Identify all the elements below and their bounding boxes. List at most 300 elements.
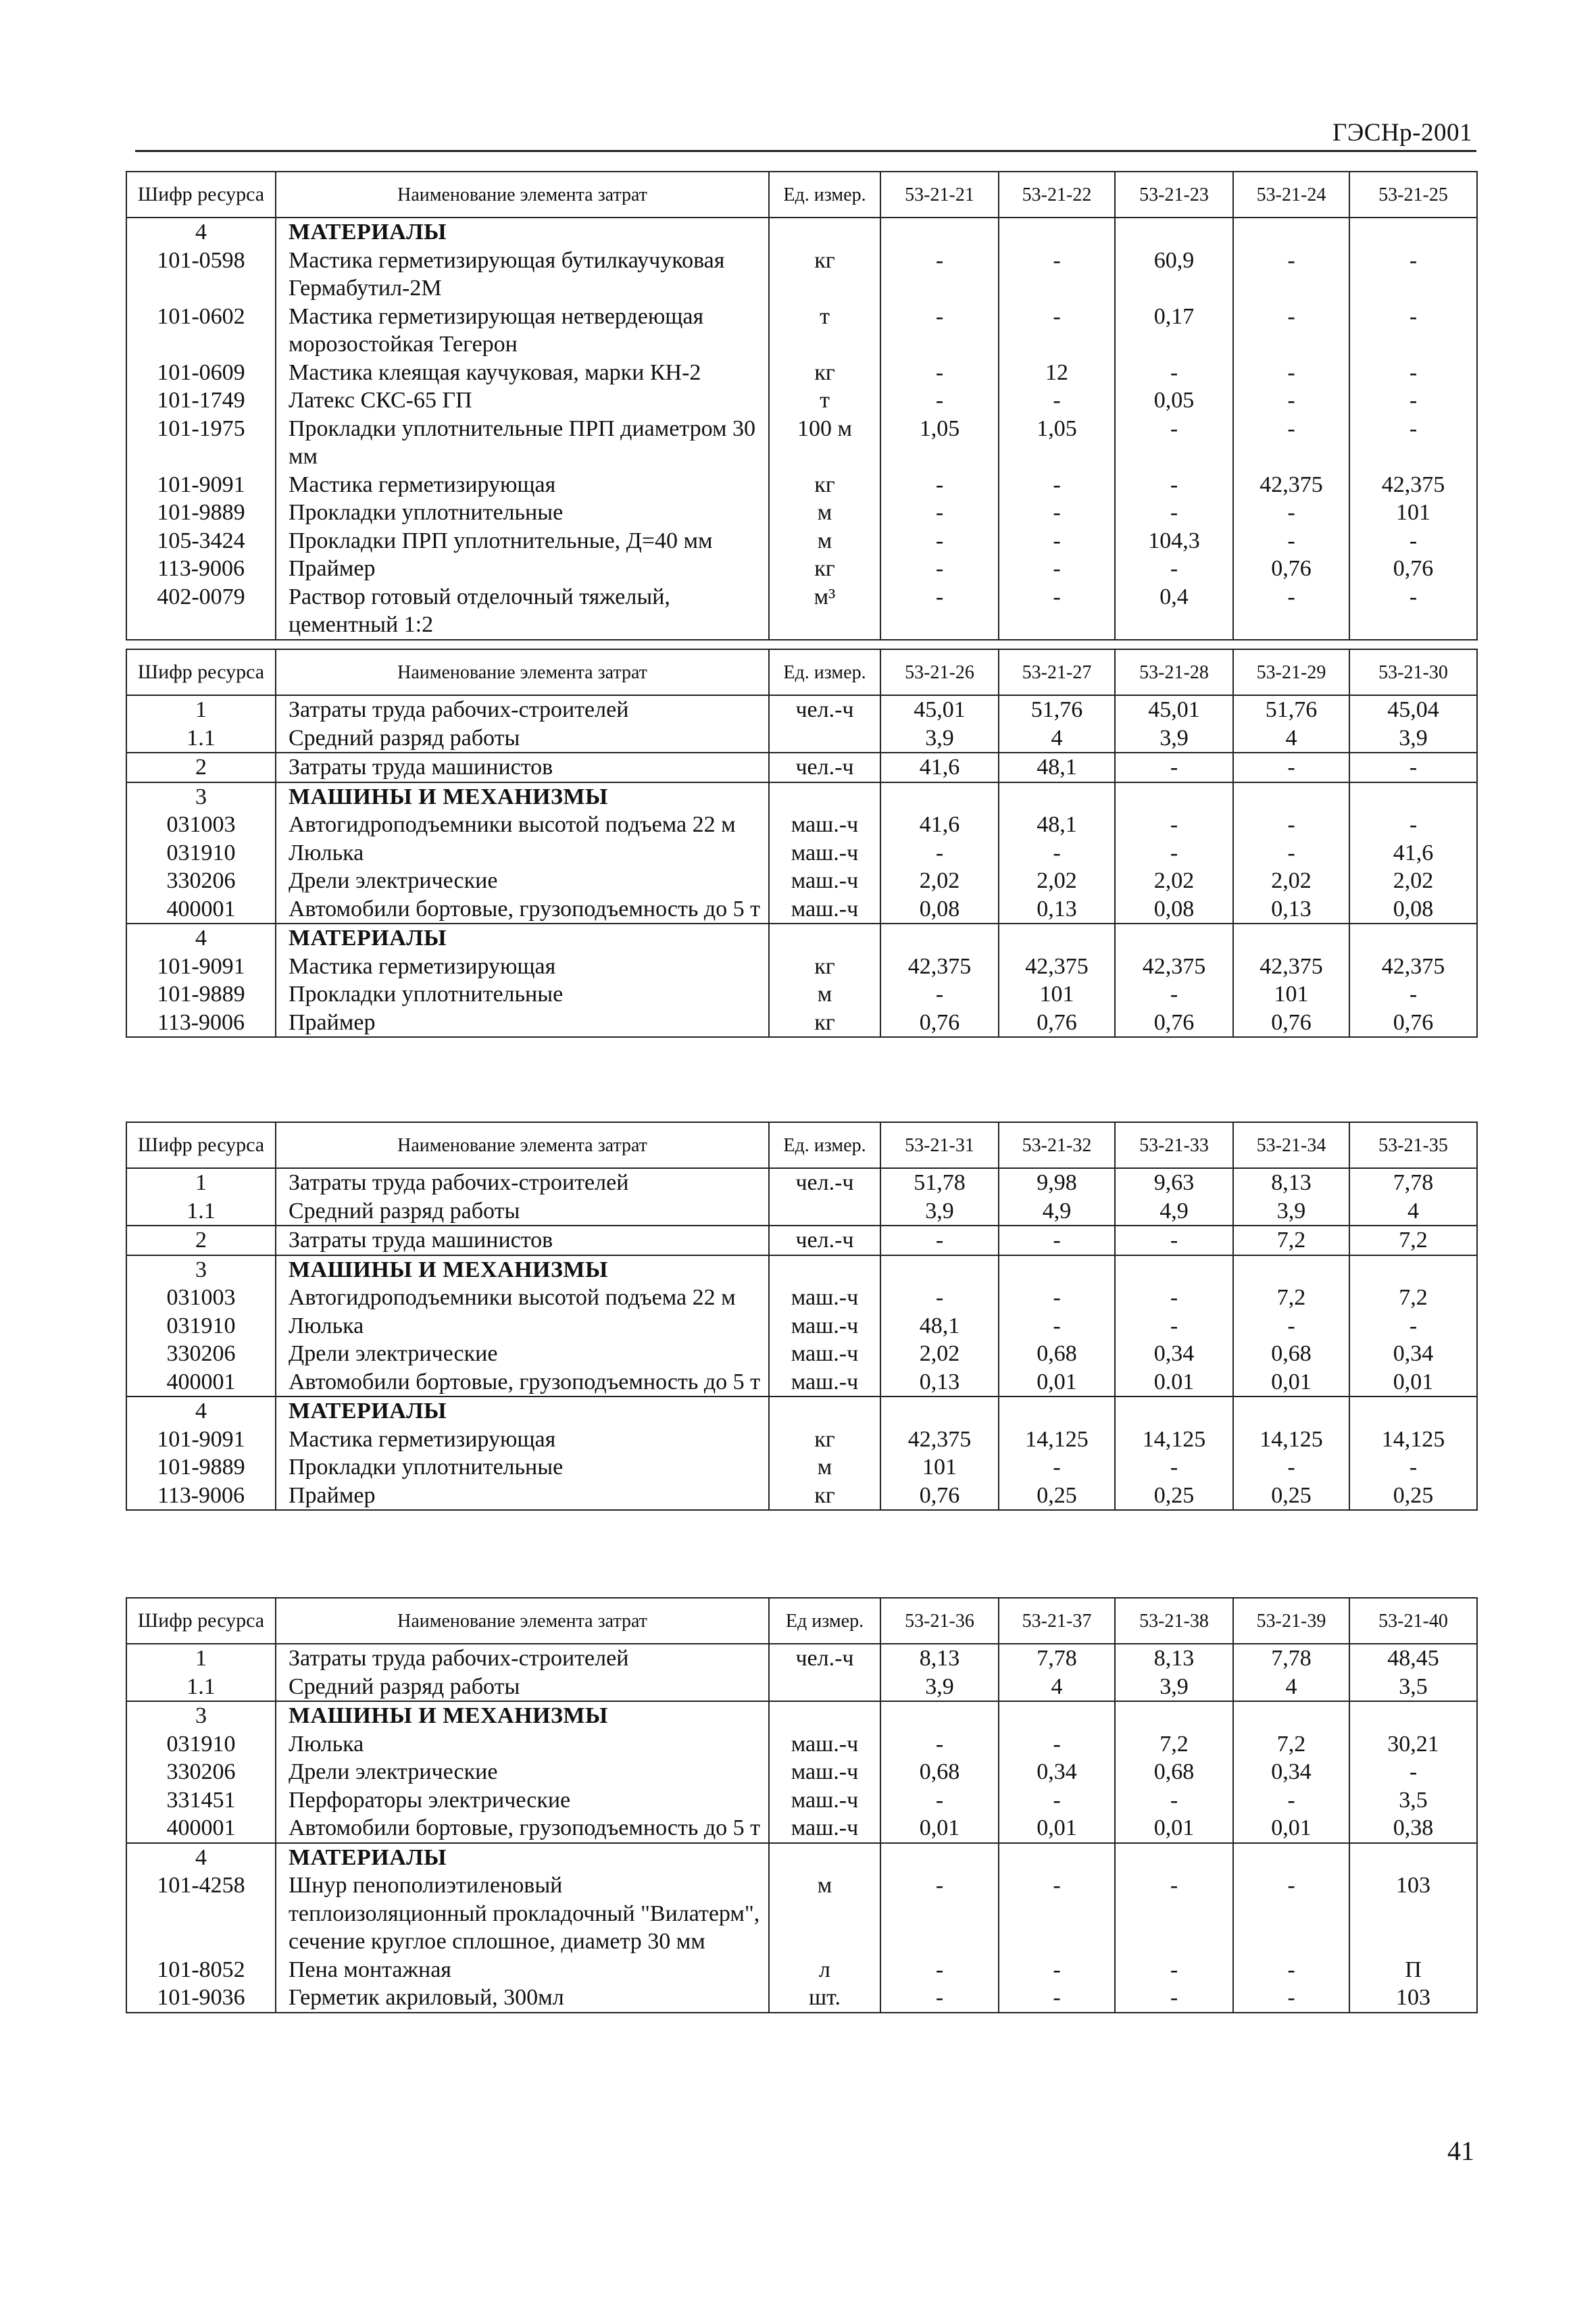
column-header-norm-code: 53-21-37 [999, 1598, 1115, 1644]
document-code: ГЭСНр-2001 [1332, 119, 1472, 147]
resource-code: 101-9091 [126, 1426, 276, 1454]
norm-value [999, 1701, 1115, 1730]
column-header-norm-code: 53-21-38 [1115, 1598, 1233, 1644]
norm-value: 104,3 [1115, 527, 1233, 555]
norm-value: 0,01 [1349, 1368, 1477, 1397]
column-header-unit: Ед. измер. [769, 1122, 880, 1168]
unit-of-measure: чел.-ч [769, 1168, 880, 1197]
cost-element-name: Прокладки уплотнительные [276, 1453, 769, 1482]
norm-value: 0,76 [880, 1009, 999, 1038]
norm-value: 42,375 [1233, 471, 1349, 499]
norm-value [1233, 782, 1349, 811]
table-row [126, 1368, 1477, 1397]
norm-value: 101 [880, 1453, 999, 1482]
norm-value [1349, 1843, 1477, 1872]
norm-value: - [880, 471, 999, 499]
section-title: МАШИНЫ И МЕХАНИЗМЫ [276, 1255, 769, 1284]
norm-value: 2,02 [880, 1340, 999, 1368]
table-row [126, 415, 1477, 471]
column-header-norm-code: 53-21-23 [1115, 172, 1233, 218]
table-header-row [126, 1122, 1477, 1168]
section-title: МАТЕРИАЛЫ [276, 924, 769, 953]
unit-of-measure: маш.-ч [769, 1312, 880, 1340]
resource-code: 101-9889 [126, 980, 276, 1009]
resource-code: 101-0609 [126, 359, 276, 387]
column-header-code: Шифр ресурса [126, 1122, 276, 1168]
norm-value: 7,2 [1233, 1226, 1349, 1255]
column-header-norm-code: 53-21-36 [880, 1598, 999, 1644]
cost-element-name: Средний разряд работы [276, 724, 769, 753]
resource-code: 031910 [126, 1730, 276, 1759]
norm-value: - [1115, 471, 1233, 499]
norm-value: - [1233, 386, 1349, 415]
norm-value: - [999, 1984, 1115, 2013]
norm-value: - [1115, 753, 1233, 782]
unit-of-measure: чел.-ч [769, 753, 880, 782]
norm-value: - [1115, 499, 1233, 527]
section-title: МАТЕРИАЛЫ [276, 1843, 769, 1872]
column-header-name: Наименование элемента затрат [276, 1598, 769, 1644]
unit-of-measure [769, 1255, 880, 1284]
cost-element-name: Мастика герметизирующая [276, 471, 769, 499]
section-row [126, 218, 1477, 247]
table-row [126, 1168, 1477, 1197]
norm-value: 2,02 [880, 867, 999, 895]
norm-value: 1,05 [880, 415, 999, 471]
norm-value: 103 [1349, 1871, 1477, 1956]
norm-value: 0,01 [1115, 1814, 1233, 1843]
cost-element-name: Дрели электрические [276, 1758, 769, 1786]
column-header-name: Наименование элемента затрат [276, 649, 769, 695]
cost-element-name: Средний разряд работы [276, 1197, 769, 1226]
column-header-norm-code: 53-21-25 [1349, 172, 1477, 218]
norm-value: 42,375 [1349, 471, 1477, 499]
norm-value: 0,17 [1115, 303, 1233, 359]
norm-value: - [999, 1312, 1115, 1340]
norm-value: - [880, 583, 999, 640]
resource-code: 3 [126, 1701, 276, 1730]
norm-value: - [880, 1956, 999, 1984]
cost-element-name: Дрели электрические [276, 867, 769, 895]
norm-value: - [1349, 527, 1477, 555]
norm-value: 42,375 [1233, 953, 1349, 981]
norm-value: - [1115, 1312, 1233, 1340]
resource-code: 4 [126, 924, 276, 953]
resource-code: 101-0598 [126, 247, 276, 303]
cost-element-name: Автомобили бортовые, грузоподъемность до 5 т [276, 895, 769, 924]
norm-value: 0,13 [880, 1368, 999, 1397]
norm-value: - [1115, 839, 1233, 867]
norm-value: - [880, 1730, 999, 1759]
norm-value: 8,13 [1115, 1644, 1233, 1673]
unit-of-measure: л [769, 1956, 880, 1984]
resource-code: 400001 [126, 1368, 276, 1397]
norm-value [880, 782, 999, 811]
table-row [126, 1009, 1477, 1038]
norm-value: 12 [999, 359, 1115, 387]
table-row [126, 724, 1477, 753]
norm-value: 48,1 [999, 753, 1115, 782]
unit-of-measure: м [769, 1453, 880, 1482]
column-header-norm-code: 53-21-40 [1349, 1598, 1477, 1644]
unit-of-measure: м [769, 1871, 880, 1956]
column-header-unit: Ед. измер. [769, 172, 880, 218]
norm-value: 14,125 [1349, 1426, 1477, 1454]
unit-of-measure: маш.-ч [769, 1284, 880, 1312]
unit-of-measure: шт. [769, 1984, 880, 2013]
cost-element-name: Мастика герметизирующая бутилкаучуковая Гермабутил-2М [276, 247, 769, 303]
norm-value: 8,13 [880, 1644, 999, 1673]
norm-value: - [1349, 753, 1477, 782]
norm-value: - [1233, 1453, 1349, 1482]
norm-value: - [1115, 1984, 1233, 2013]
cost-element-name: Автомобили бортовые, грузоподъемность до 5 т [276, 1814, 769, 1843]
column-header-norm-code: 53-21-31 [880, 1122, 999, 1168]
table-row [126, 1482, 1477, 1511]
norm-value [1115, 924, 1233, 953]
table-row [126, 1758, 1477, 1786]
norm-value: 2,02 [1115, 867, 1233, 895]
norm-value [1115, 1255, 1233, 1284]
table-row [126, 303, 1477, 359]
section-row [126, 1255, 1477, 1284]
table-row [126, 1312, 1477, 1340]
section-title: МАШИНЫ И МЕХАНИЗМЫ [276, 1701, 769, 1730]
unit-of-measure [769, 1843, 880, 1872]
unit-of-measure: чел.-ч [769, 1644, 880, 1673]
norm-value: - [1349, 303, 1477, 359]
resource-code: 101-8052 [126, 1956, 276, 1984]
norm-value: 0,34 [1115, 1340, 1233, 1368]
cost-element-name: Праймер [276, 1482, 769, 1511]
table-row [126, 471, 1477, 499]
norm-value [999, 1255, 1115, 1284]
norm-value: 45,01 [880, 695, 999, 724]
norm-value: - [999, 303, 1115, 359]
norm-value: 0,25 [1233, 1482, 1349, 1511]
cost-element-name: Затраты труда машинистов [276, 1226, 769, 1255]
norm-value: - [1115, 1226, 1233, 1255]
section-title: МАТЕРИАЛЫ [276, 218, 769, 247]
table-row [126, 1956, 1477, 1984]
resource-code: 1.1 [126, 724, 276, 753]
unit-of-measure: маш.-ч [769, 895, 880, 924]
norm-value: 9,63 [1115, 1168, 1233, 1197]
norm-value: - [1233, 1786, 1349, 1815]
norm-value: 42,375 [880, 1426, 999, 1454]
norm-value: 14,125 [1115, 1426, 1233, 1454]
norm-value: 0,13 [1233, 895, 1349, 924]
norm-value: 4 [1233, 1673, 1349, 1702]
norm-value: - [1233, 359, 1349, 387]
norm-value: 101 [1233, 980, 1349, 1009]
section-row [126, 1843, 1477, 1872]
norm-value: 4,9 [999, 1197, 1115, 1226]
table-row [126, 386, 1477, 415]
unit-of-measure: кг [769, 247, 880, 303]
norm-value: - [999, 1786, 1115, 1815]
cost-element-name: Люлька [276, 1730, 769, 1759]
norm-value [1349, 782, 1477, 811]
norm-value [880, 1701, 999, 1730]
norm-value: - [999, 555, 1115, 583]
table-row [126, 811, 1477, 839]
norm-value: 51,76 [999, 695, 1115, 724]
table-row [126, 1284, 1477, 1312]
column-header-norm-code: 53-21-24 [1233, 172, 1349, 218]
norm-value: - [999, 527, 1115, 555]
norm-value: - [880, 1984, 999, 2013]
unit-of-measure: м [769, 980, 880, 1009]
norm-value: П [1349, 1956, 1477, 1984]
cost-element-name: Мастика герметизирующая нетвердеющая морозостойкая Тегерон [276, 303, 769, 359]
cost-element-name: Пена монтажная [276, 1956, 769, 1984]
resource-code: 1 [126, 1644, 276, 1673]
column-header-norm-code: 53-21-32 [999, 1122, 1115, 1168]
norm-value: - [880, 499, 999, 527]
column-header-norm-code: 53-21-22 [999, 172, 1115, 218]
resource-table [126, 1597, 1478, 2013]
norm-value: - [1115, 555, 1233, 583]
unit-of-measure [769, 218, 880, 247]
cost-element-name: Мастика клеящая каучуковая, марки КН-2 [276, 359, 769, 387]
column-header-unit: Ед измер. [769, 1598, 880, 1644]
norm-value: 7,2 [1233, 1284, 1349, 1312]
norm-value: 3,9 [1115, 1673, 1233, 1702]
column-header-code: Шифр ресурса [126, 649, 276, 695]
unit-of-measure [769, 1397, 880, 1426]
table-row [126, 980, 1477, 1009]
norm-value: 0,25 [1349, 1482, 1477, 1511]
norm-value [1349, 1701, 1477, 1730]
norm-value: - [999, 1956, 1115, 1984]
norm-value: - [1233, 839, 1349, 867]
norm-value: - [999, 839, 1115, 867]
norm-value: - [1233, 247, 1349, 303]
section-row [126, 782, 1477, 811]
norm-value: 0,68 [880, 1758, 999, 1786]
norm-value: 7,2 [1233, 1730, 1349, 1759]
norm-value: 7,78 [999, 1644, 1115, 1673]
resource-code: 101-9091 [126, 953, 276, 981]
table-row [126, 695, 1477, 724]
norm-value [1233, 1255, 1349, 1284]
norm-value: 7,78 [1349, 1168, 1477, 1197]
norm-value: 42,375 [1349, 953, 1477, 981]
norm-value: 2,02 [1233, 867, 1349, 895]
cost-element-name: Люлька [276, 839, 769, 867]
norm-value: - [1349, 811, 1477, 839]
table-row [126, 499, 1477, 527]
norm-value: - [1115, 1284, 1233, 1312]
norm-value [1115, 1701, 1233, 1730]
norm-value: 101 [999, 980, 1115, 1009]
norm-value: - [1115, 1453, 1233, 1482]
cost-element-name: Автомобили бортовые, грузоподъемность до 5 т [276, 1368, 769, 1397]
norm-value: - [1233, 753, 1349, 782]
norm-value: 41,6 [1349, 839, 1477, 867]
norm-value: - [880, 1226, 999, 1255]
resource-table [126, 171, 1478, 640]
resource-code: 400001 [126, 895, 276, 924]
unit-of-measure: маш.-ч [769, 839, 880, 867]
unit-of-measure: м³ [769, 583, 880, 640]
norm-value: - [1233, 527, 1349, 555]
column-header-norm-code: 53-21-35 [1349, 1122, 1477, 1168]
section-title: МАШИНЫ И МЕХАНИЗМЫ [276, 782, 769, 811]
cost-element-name: Латекс СКС-65 ГП [276, 386, 769, 415]
resource-table [126, 649, 1478, 1038]
norm-value: - [880, 303, 999, 359]
norm-value: 4 [1233, 724, 1349, 753]
norm-value: 2,02 [1349, 867, 1477, 895]
resource-code: 330206 [126, 867, 276, 895]
norm-value: 51,76 [1233, 695, 1349, 724]
resource-code: 4 [126, 1397, 276, 1426]
column-header-norm-code: 53-21-33 [1115, 1122, 1233, 1168]
norm-value: - [880, 839, 999, 867]
norm-value: - [1233, 1984, 1349, 2013]
section-row [126, 1397, 1477, 1426]
table-row [126, 953, 1477, 981]
norm-value: 48,45 [1349, 1644, 1477, 1673]
resource-code: 1 [126, 1168, 276, 1197]
cost-element-name: Средний разряд работы [276, 1673, 769, 1702]
column-header-norm-code: 53-21-29 [1233, 649, 1349, 695]
table-header-row [126, 649, 1477, 695]
section-row [126, 1701, 1477, 1730]
resource-code: 113-9006 [126, 555, 276, 583]
table-row [126, 1814, 1477, 1843]
norm-value: 0,05 [1115, 386, 1233, 415]
norm-value: 0,76 [999, 1009, 1115, 1038]
norm-value: 7,2 [1115, 1730, 1233, 1759]
norm-value: 3,9 [880, 1673, 999, 1702]
resource-code: 101-9889 [126, 1453, 276, 1482]
resource-code: 1.1 [126, 1197, 276, 1226]
norm-value: - [880, 247, 999, 303]
norm-value: - [1349, 1453, 1477, 1482]
norm-value [1233, 924, 1349, 953]
unit-of-measure: маш.-ч [769, 1730, 880, 1759]
norm-value: 0,01 [1233, 1368, 1349, 1397]
resource-code: 3 [126, 1255, 276, 1284]
resource-code: 1.1 [126, 1673, 276, 1702]
cost-element-name: Праймер [276, 555, 769, 583]
column-header-name: Наименование элемента затрат [276, 1122, 769, 1168]
unit-of-measure [769, 1673, 880, 1702]
norm-value [999, 782, 1115, 811]
norm-value: - [999, 247, 1115, 303]
norm-value: 0,76 [1349, 1009, 1477, 1038]
unit-of-measure: кг [769, 953, 880, 981]
norm-value: 45,04 [1349, 695, 1477, 724]
table-row [126, 1871, 1477, 1956]
norm-value: 3,9 [880, 1197, 999, 1226]
column-header-norm-code: 53-21-28 [1115, 649, 1233, 695]
norm-value: - [999, 471, 1115, 499]
table-row [126, 359, 1477, 387]
column-header-norm-code: 53-21-39 [1233, 1598, 1349, 1644]
norm-value: - [1349, 386, 1477, 415]
resource-code: 101-4258 [126, 1871, 276, 1956]
resource-code: 400001 [126, 1814, 276, 1843]
norm-value: 7,2 [1349, 1226, 1477, 1255]
norm-value: 4,9 [1115, 1197, 1233, 1226]
unit-of-measure: маш.-ч [769, 1340, 880, 1368]
norm-value [1349, 1397, 1477, 1426]
table-row [126, 895, 1477, 924]
unit-of-measure: кг [769, 1009, 880, 1038]
table-row [126, 1197, 1477, 1226]
norm-value: 14,125 [999, 1426, 1115, 1454]
norm-value: - [880, 1871, 999, 1956]
norm-value [880, 924, 999, 953]
table-row [126, 1426, 1477, 1454]
norm-value: 0,76 [1349, 555, 1477, 583]
unit-of-measure [769, 782, 880, 811]
resource-code: 031910 [126, 839, 276, 867]
norm-value: 0,01 [880, 1814, 999, 1843]
norm-value: - [999, 1226, 1115, 1255]
norm-value [1233, 1843, 1349, 1872]
resource-code: 2 [126, 753, 276, 782]
norm-value: - [999, 1871, 1115, 1956]
unit-of-measure [769, 924, 880, 953]
cost-element-name: Затраты труда рабочих-строителей [276, 1644, 769, 1673]
norm-value: 0,68 [1115, 1758, 1233, 1786]
unit-of-measure: т [769, 303, 880, 359]
norm-value: 0,01 [999, 1814, 1115, 1843]
norm-value: 9,98 [999, 1168, 1115, 1197]
table-row [126, 1786, 1477, 1815]
norm-value: - [1233, 1871, 1349, 1956]
norm-value: - [1115, 980, 1233, 1009]
norm-value: 0,38 [1349, 1814, 1477, 1843]
resource-code: 101-0602 [126, 303, 276, 359]
norm-value: - [999, 583, 1115, 640]
norm-value [1115, 782, 1233, 811]
table-row [126, 867, 1477, 895]
cost-element-name: Затраты труда рабочих-строителей [276, 1168, 769, 1197]
norm-value: - [880, 980, 999, 1009]
table-header-row [126, 172, 1477, 218]
norm-value: - [999, 386, 1115, 415]
cost-element-name: Затраты труда машинистов [276, 753, 769, 782]
norm-value: - [1349, 359, 1477, 387]
norm-value: - [1115, 1956, 1233, 1984]
norm-value [1349, 218, 1477, 247]
unit-of-measure: т [769, 386, 880, 415]
norm-value: 101 [1349, 499, 1477, 527]
norm-value: - [1115, 811, 1233, 839]
unit-of-measure: 100 м [769, 415, 880, 471]
norm-value: 3,5 [1349, 1673, 1477, 1702]
table-row [126, 1673, 1477, 1702]
norm-value: 45,01 [1115, 695, 1233, 724]
cost-element-name: Праймер [276, 1009, 769, 1038]
unit-of-measure: кг [769, 1426, 880, 1454]
norm-value: - [1115, 1871, 1233, 1956]
cost-element-name: Люлька [276, 1312, 769, 1340]
cost-element-name: Автогидроподъемники высотой подъема 22 м [276, 811, 769, 839]
cost-element-name: Прокладки уплотнительные ПРП диаметром 30 мм [276, 415, 769, 471]
norm-value: - [1115, 1786, 1233, 1815]
norm-value: 3,9 [1115, 724, 1233, 753]
norm-value: - [1233, 583, 1349, 640]
column-header-norm-code: 53-21-30 [1349, 649, 1477, 695]
norm-value: 42,375 [1115, 953, 1233, 981]
